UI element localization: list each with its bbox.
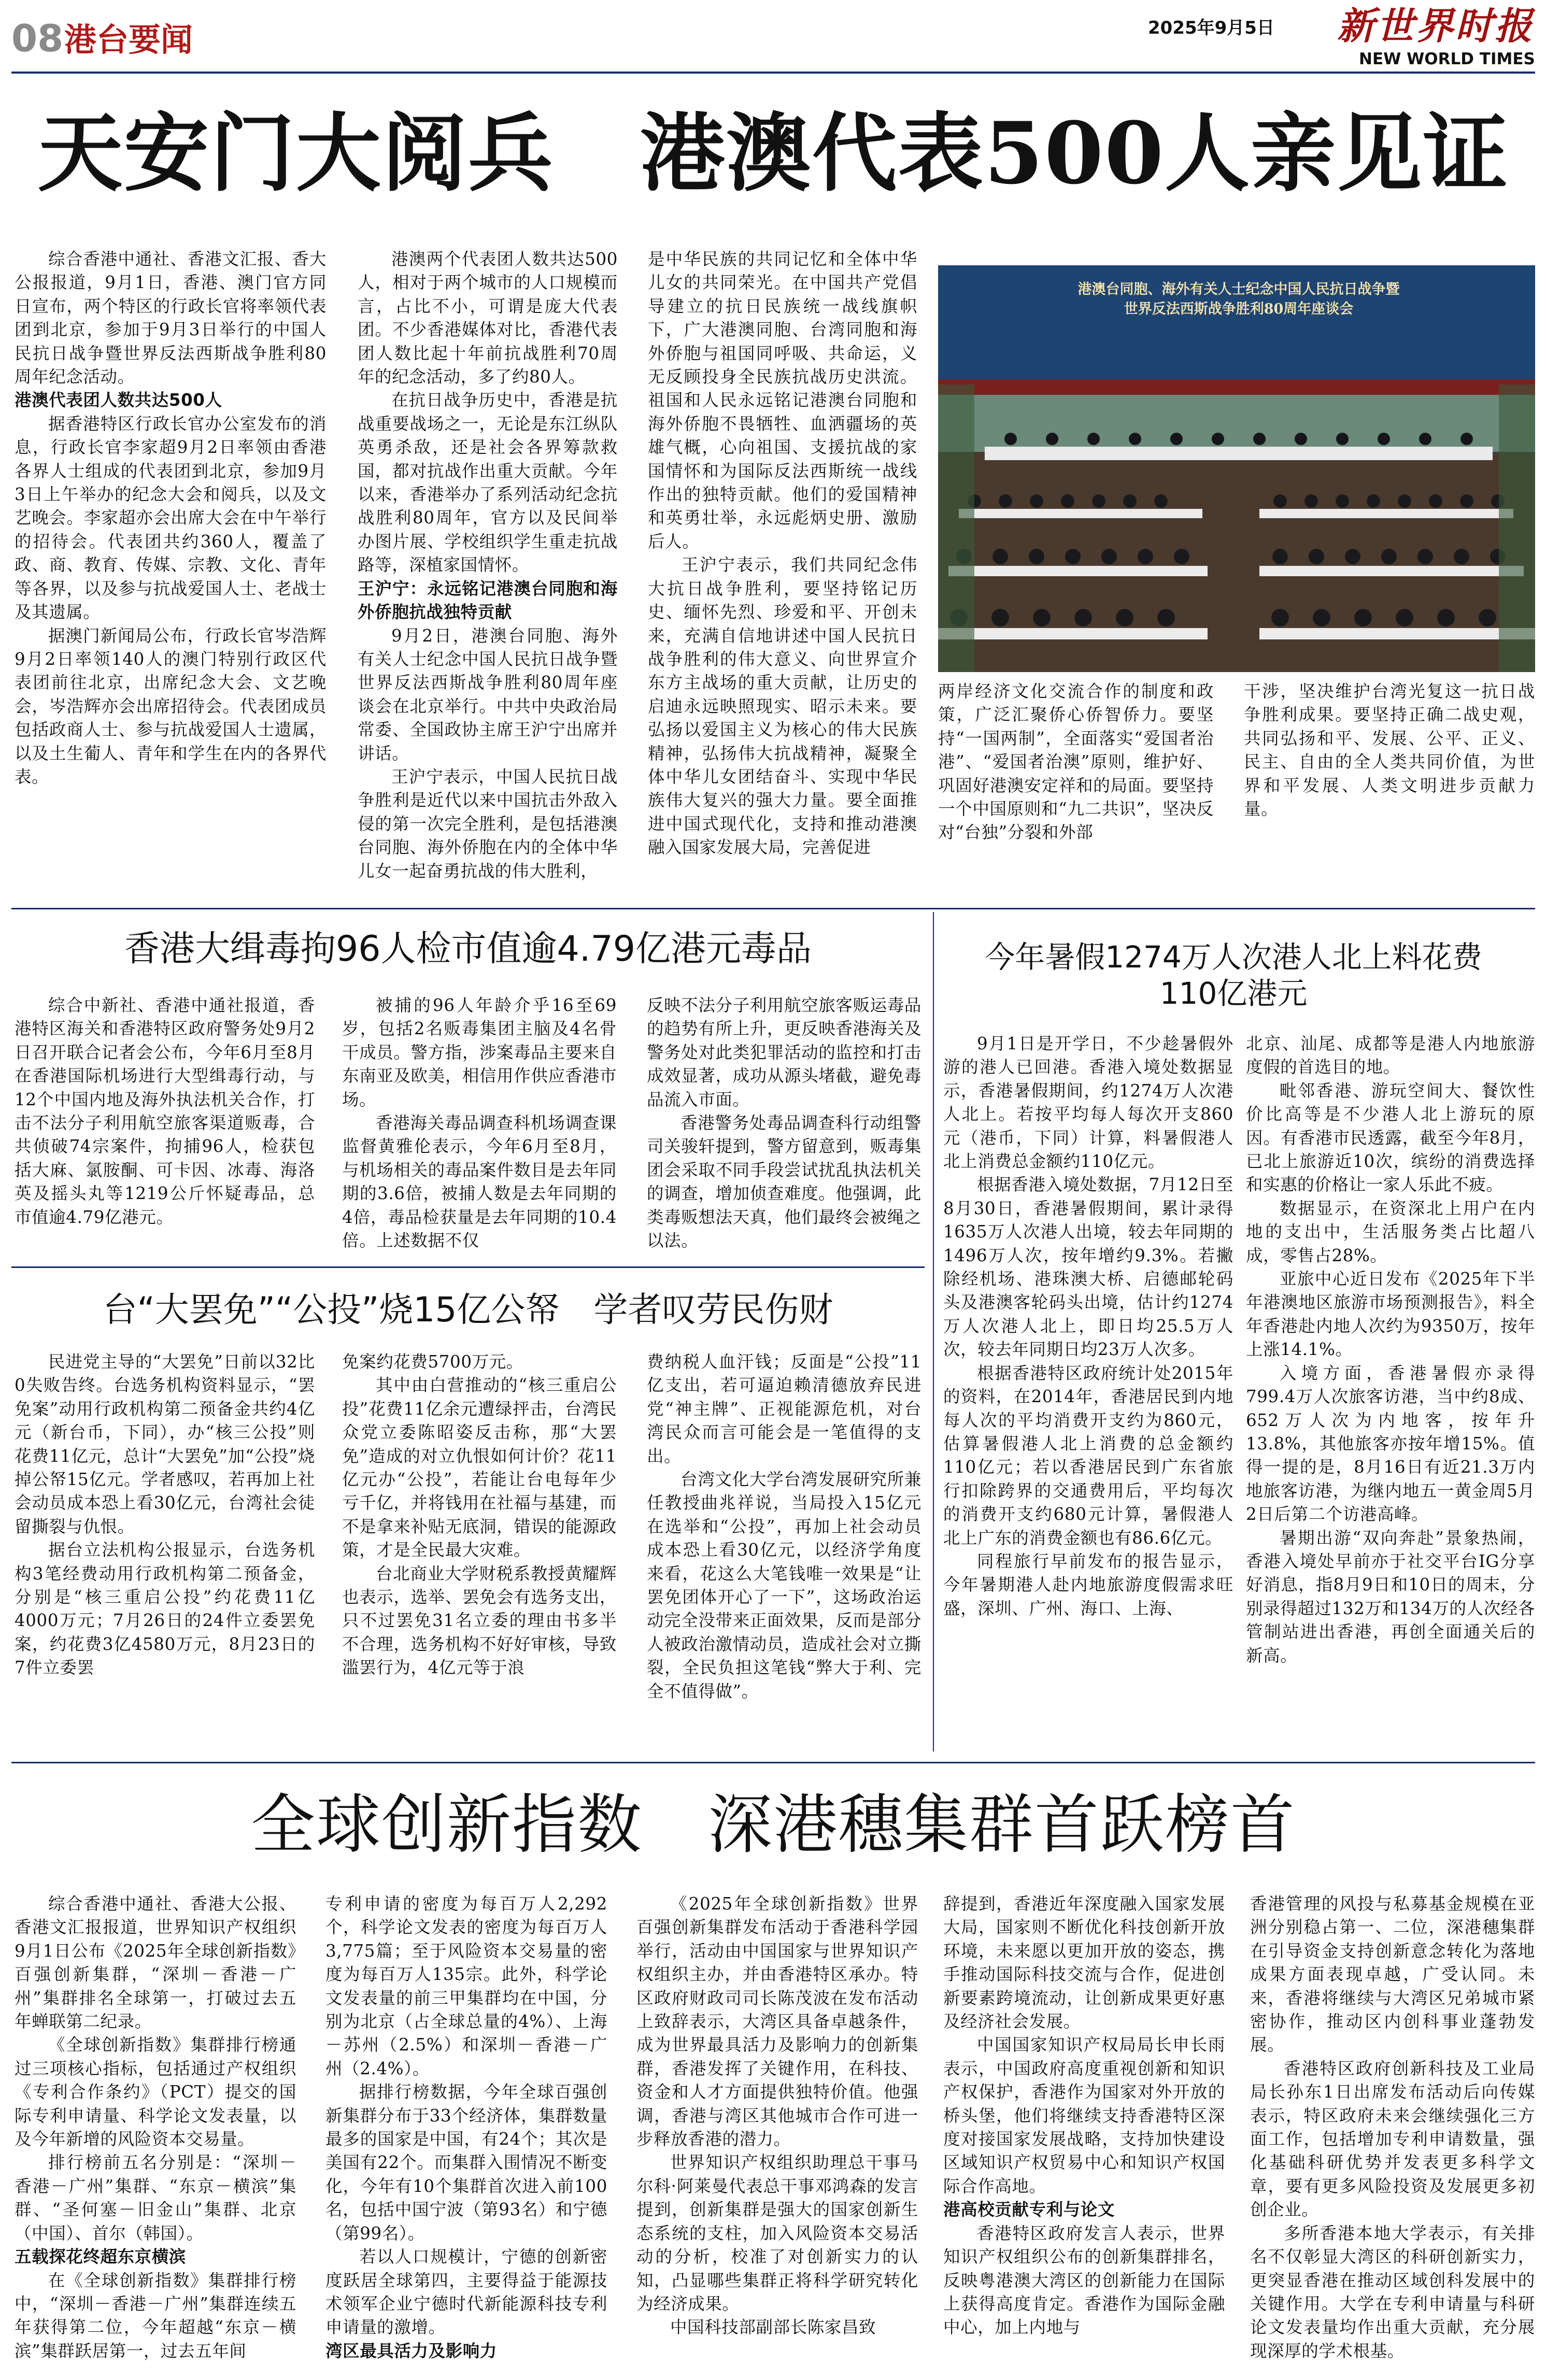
paragraph: 在《全球创新指数》集群排行榜中，“深圳－香港－广州”集群连续五年获得第二位，今年超越“东京－横滨”集群跃居第一，过去五年间 [15,2270,296,2361]
article2-col1 [15,994,315,1284]
paragraph: 9月2日，港澳台同胞、海外有关人士纪念中国人民抗日战争暨世界反法西斯战争胜利80周年座谈会在北京举行。中共中央政治局常委、全国政协主席王沪宁出席并讲话。 [358,625,618,763]
paragraph: 中国科技部副部长陈家昌致 [670,2317,876,2338]
article5-col2 [325,1892,607,2379]
paragraph: 多所香港本地大学表示，有关排名不仅彰显大湾区的科研创新实力，更突显香港在推动区域创科发展中的关键作用。大学在专利申请量与科研论文发表量均作出重大贡献，充分展现深厚的学术根基。 [1250,2223,1535,2361]
conference-photo-illustration [938,265,1535,672]
paragraph: 专利申请的密度为每百万人2,292个，科学论文发表的密度为每百万人3,775篇；至于风险资本交易量的密度为每百万人135宗。此外，科学论文发表量的前三甲集群均在中国，分别为北京（占全球总量的4%）、上海－苏州（2.5%）和深圳－香港－广州（2.4%）。 [325,1894,607,2078]
paragraph: 王沪宁表示，中国人民抗日战争胜利是近代以来中国抗击外敌入侵的第一次完全胜利，是包括港澳台同胞、海外侨胞在内的全体中华儿女一起奋勇抗战的伟大胜利， [358,766,618,881]
article5-col5 [1250,1892,1535,2379]
paragraph: 若以人口规模计，宁德的创新密度跃居全球第四，主要得益于能源技术领军企业宁德时代新能源科技专利申请量的激增。 [325,2247,607,2338]
paragraph: 综合香港中通社、香港大公报、香港文汇报报道，世界知识产权组织9月1日公布《2025年全球创新指数》百强创新集群，“深圳－香港－广州”集群排名全球第一，打破过去五年蝉联第二纪录。 [15,1894,296,2032]
page-number: 08 [11,17,64,60]
paragraph: 世界知识产权组织助理总干事马尔科·阿莱曼代表总干事邓鸿森的发言提到，创新集群是强大的国家创新生态系统的支柱，加入风险资本交易活动的分析，校准了对创新实力的认知，凸显哪些集群正将科学研究转化为经济成果。 [636,2153,918,2314]
article2-headline: 香港大缉毒拘96人检市值逾4.79亿港元毒品 [124,929,812,970]
article4-col2 [1246,1032,1535,1742]
paragraph: 在抗日战争历史中，香港是抗战重要战场之一，无论是东江纵队英勇杀敌，还是社会各界筹款救国，都对抗战作出重大贡献。今年以来，香港举办了系列活动纪念抗战胜利80周年，官方以及民间举办图片展、学校组织学生重走抗战路等，深植家国情怀。 [358,390,618,575]
divider-article1 [11,908,1535,909]
article1-col5 [1244,680,1535,887]
paragraph: 被捕的96人年龄介乎16至69岁，包括2名贩毒集团主脑及4名骨干成员。警方指，涉案毒品主要来自东南亚及欧美，相信用作供应香港市场。 [342,995,617,1109]
paragraph: 亚旅中心近日发布《2025年下半年港澳地区旅游市场预测报告》，料全年香港赴内地人次约为9350万，按年上涨14.1%。 [1246,1269,1535,1360]
paragraph: 综合中新社、香港中通社报道，香港特区海关和香港特区政府警务处9月2日召开联合记者会公布，今年6月至8月在香港国际机场进行大型缉毒行动，与12个中国内地及海外执法机关合作，打击不法分子利用航空旅客渠道贩毒，合共侦破74宗案件，拘捕96人，检获包括大麻、氯胺酮、可卡因、冰毒、海洛英及摇头丸等1219公斤怀疑毒品，总市值逾4.79亿港元。 [15,995,315,1227]
paragraph: 辞提到，香港近年深度融入国家发展大局，国家则不断优化科技创新开放环境，未来愿以更加开放的姿态，携手推动国际科技交流与合作，促进创新要素跨境流动，让创新成果更好惠及经济社会发展。 [943,1894,1225,2032]
divider-article2 [11,1266,925,1268]
article5-headline: 全球创新指数 深港穗集群首跃榜首 [250,1788,1296,1862]
photo-banner-text: 港澳台同胞、海外有关人士纪念中国人民抗日战争暨世界反法西斯战争胜利80周年座谈会 [1077,281,1400,317]
article1-photo [938,265,1535,672]
paragraph: 反映不法分子利用航空旅客贩运毒品的趋势有所上升，更反映香港海关及警务处对此类犯罪活动的监控和打击成效显著，成功从源头堵截，避免毒品流入市面。 [647,995,921,1109]
article3-col2 [342,1350,617,1739]
paragraph: 《全球创新指数》集群排行榜通过三项核心指标，包括通过产权组织《专利合作条约》（PCT）提交的国际专利申请量、科学论文发表量，以及今年新增的风险资本交易量。 [15,2035,296,2149]
paragraph: 根据香港特区政府统计处2015年的资料，在2014年，香港居民到内地每人次的平均消费开支约为860元，估算暑假港人北上消费的总金额约110亿元；若以香港居民到广东省旅行扣除跨界的交通费用后，平均每次的消费开支约680元计算，暑假港人北上广东的消费金额也有86.6亿元。 [943,1363,1233,1548]
paragraph: 香港特区政府创新科技及工业局局长孙东1日出席发布活动后向传媒表示，特区政府未来会继续强化三方面工作，包括增加专利申请数量，强化基础科研优势并发表更多科学文章，要有更多风险投资及发展更多初创企业。 [1250,2058,1535,2220]
paragraph: 9月1日是开学日，不少趁暑假外游的港人已回港。香港入境处数据显示，香港暑假期间，约1274万人次港人北上。若按平均每人每次开支860元（港币，下同）计算，料暑假港人北上消费总金额约110亿元。 [943,1034,1233,1172]
paragraph: 数据显示，在资深北上用户在内地的支出中，生活服务类占比超八成，零售占28%。 [1246,1198,1535,1265]
paragraph: 暑期出游“双向奔赴”景象热闹，香港入境处早前亦于社交平台IG分享好消息，指8月9日和10日的周末，分别录得超过132万和134万的人次经各管制站进出香港，再创全面通关后的新高。 [1246,1528,1535,1665]
subheading: 王沪宁：永远铭记港澳台同胞和海外侨胞抗战独特贡献 [358,578,618,622]
subheading: 港高校贡献专利与论文 [943,2200,1115,2220]
article1-col4 [938,680,1214,887]
paragraph: 香港警务处毒品调查科行动组警司关骏轩提到，警方留意到，贩毒集团会采取不同手段尝试扰乱执法机关的调查，增加侦查难度。他强调，此类毒贩想法天真，他们最终会被绳之以法。 [647,1113,921,1251]
article5-col1 [15,1892,296,2379]
paper-name-en: NEW WORLD TIMES [1359,50,1535,68]
article5-col3 [636,1892,918,2379]
paragraph: 民进党主导的“大罢免”日前以32比0失败告终。台选务机构资料显示，“罢免案”动用行政机构第二预备金共约4亿元（新台币，下同），办“核三公投”则花费11亿元，总计“大罢免”加“公投”烧掉公帑15亿元。学者感叹，若再加上社会动员成本恐上看30亿元，台湾社会徒留撕裂与仇恨。 [15,1352,315,1536]
paragraph: 同程旅行早前发布的报告显示，今年暑期港人赴内地旅游度假需求旺盛，深圳、广州、海口、上海、 [943,1551,1233,1618]
paragraph: 根据香港入境处数据，7月12日至8月30日，香港暑假期间，累计录得1635万人次港人出境，较去年同期的1496万人次，按年增约9.3%。若撇除经机场、港珠澳大桥、启德邮轮码头及港澳客轮码头出境，估计约1274万人次港人北上，即日均25.5万人次，较去年同期日均23万人次多。 [943,1175,1233,1360]
paragraph: 据澳门新闻局公布，行政长官岑浩辉9月2日率领140人的澳门特别行政区代表团前往北京，出席纪念大会、文艺晚会，岑浩辉亦会出席招待会。代表团成员包括政商人士、参与抗战爱国人士遗属，以及土生葡人、青年和学生在内的各界代表。 [15,625,327,787]
paragraph: 毗邻香港、游玩空间大、餐饮性价比高等是不少港人北上游玩的原因。有香港市民透露，截至今年8月，已北上旅游近10次，缤纷的消费选择和实惠的价格让一家人乐此不疲。 [1246,1080,1535,1195]
paragraph: 综合香港中通社、香港文汇报、香大公报报道，9月1日，香港、澳门官方同日宣布，两个特区的行政长官将率领代表团到北京，参加于9月3日举行的中国人民抗日战争暨世界反法西斯战争胜利80周年纪念活动。 [15,249,327,387]
subheading: 五载探花终超东京横滨 [15,2247,187,2267]
article3-headline: 台“大罢免”“公投”烧15亿公帑 学者叹劳民伤财 [103,1290,833,1330]
paragraph: 排行榜前五名分别是：“深圳－香港－广州”集群、“东京－横滨”集群、“圣何塞－旧金山”集群、北京（中国）、首尔（韩国）。 [15,2153,296,2243]
article4-headline: 今年暑假1274万人次港人北上料花费110亿港元 [985,939,1482,1011]
article1-col2 [358,248,618,895]
section-title: 港台要闻 [64,21,193,59]
paragraph: 是中华民族的共同记忆和全体中华儿女的共同荣光。在中国共产党倡导建立的抗日民族统一战线旗帜下，广大港澳同胞、台湾同胞和海外侨胞与祖国同呼吸、共命运，义无反顾投身全民族抗战历史洪流。祖国和人民永远铭记港澳台同胞和海外侨胞不畏牺牲、血洒疆场的英雄气概，心向祖国、支援抗战的家国情怀和为国际反法西斯统一战线作出的独特贡献。他们的爱国精神和英勇壮举，永远彪炳史册、激励后人。 [648,249,917,551]
article3-col3 [647,1350,921,1739]
article2-col3 [647,994,921,1284]
divider-vertical [933,912,934,1751]
subheading: 湾区最具活力及影响力 [325,2341,498,2361]
paragraph: 《2025年全球创新指数》世界百强创新集群发布活动于香港科学园举行，活动由中国国家与世界知识产权组织主办，并由香港特区承办。特区政府财政司司长陈茂波在发布活动上致辞表示，大湾区具备卓越条件，成为世界最具活力及影响力的创新集群，香港发挥了关键作用，在科技、资金和人才方面提供独特价值。他强调，香港与湾区其他城市合作可进一步释放香港的潜力。 [636,1894,918,2149]
article1-col1 [15,248,327,895]
article1-headline: 天安门大阅兵 港澳代表500人亲见证 [37,103,1509,203]
paragraph: 两岸经济文化交流合作的制度和政策，广泛汇聚侨心侨智侨力。要坚持“一国两制”，全面落实“爱国者治港”、“爱国者治澳”原则，维护好、巩固好港澳安定祥和的局面。要坚持一个中国原则和“九二共识”，坚决反对“台独”分裂和外部 [938,681,1214,843]
paper-name-cn: 新世界时报 [1337,4,1535,48]
paragraph: 费纳税人血汗钱；反面是“公投”11亿支出，若可逼迫赖清德放弃民进党“神主牌”、正视能源危机，对台湾民众而言可能会是一笔值得的支出。 [647,1352,921,1466]
paragraph: 王沪宁表示，我们共同纪念伟大抗日战争胜利，要坚持铭记历史、缅怀先烈、珍爱和平、开创未来，充满自信地讲述中国人民抗日战争胜利的伟大意义、向世界宣介东方主战场的重大贡献，让历史的启迪永远映照现实、昭示未来。要弘扬以爱国主义为核心的伟大民族精神，弘扬伟大抗战精神，凝聚全体中华儿女团结奋斗、实现中华民族伟大复兴的强大力量。要全面推进中国式现代化，支持和推动港澳融入国家发展大局，完善促进 [648,555,917,858]
paragraph: 据排行榜数据，今年全球百强创新集群分布于33个经济体，集群数量最多的国家是中国，有24个；其次是美国有22个。而集群入围情况不断变化，今年有10个集群首次进入前100名，包括中国宁波（第93名）和宁德（第99名）。 [325,2082,607,2243]
paragraph: 入境方面，香港暑假亦录得799.4万人次旅客访港，当中约8成、652万人次为内地客，按年升13.8%，其他旅客亦按年增15%。值得一提的是，8月16日有近21.3万内地旅客访港，为继内地五一黄金周5月2日后第二个访港高峰。 [1246,1363,1535,1524]
article5-col4 [943,1892,1225,2379]
paragraph: 香港管理的风投与私募基金规模在亚洲分别稳占第一、二位，深港穗集群在引导资金支持创新意念转化为落地成果方面表现卓越，广受认同。未来，香港将继续与大湾区兄弟城市紧密协作，推动区内创科事业蓬勃发展。 [1250,1894,1535,2055]
paragraph: 其中由白营推动的“核三重启公投”花费11亿余元遭绿抨击，台湾民众党立委陈昭姿反击称，那“大罢免”造成的对立仇恨如何计价？花11亿元办“公投”，若能让台电每年少亏千亿，并将钱用在社福与基建，而不是拿来补贴无底洞，错误的能源政策，才是全民最大灾难。 [342,1375,617,1560]
subheading: 港澳代表团人数共达500人 [15,390,222,410]
paragraph: 港澳两个代表团人数共达500人，相对于两个城市的人口规模而言，占比不小，可谓是庞大代表团。不少香港媒体对比，香港代表团人数比起十年前抗战胜利70周年的纪念活动，多了约80人。 [358,249,618,387]
article2-col2 [342,994,617,1284]
issue-date: 2025年9月5日 [1148,18,1274,38]
paragraph: 中国国家知识产权局局长申长雨表示，中国政府高度重视创新和知识产权保护，香港作为国家对外开放的桥头堡，他们将继续支持香港特区深度对接国家发展战略，支持加快建设区域知识产权贸易中心和知识产权国际合作高地。 [943,2035,1225,2196]
masthead-rule [11,72,1535,74]
article1-col3 [648,248,917,895]
article4-col1 [943,1032,1233,1742]
paragraph: 免案约花费5700万元。 [342,1352,523,1372]
paragraph: 台北商业大学财税系教授黄耀辉也表示，选举、罢免会有选务支出，只不过罢免31名立委的理由书多半不合理，选务机构不好好审核，导致滥罢行为，4亿元等于浪 [342,1563,617,1678]
paragraph: 北京、汕尾、成都等是港人内地旅游度假的首选目的地。 [1246,1034,1535,1077]
paragraph: 据香港特区行政长官办公室发布的消息，行政长官李家超9月2日率领由香港各界人士组成的代表团到北京，参加9月3日上午举办的纪念大会和阅兵，以及文艺晚会。李家超亦会出席大会在中午举行的招待会。代表团共约360人，覆盖了政、商、教育、传媒、宗教、文化、青年等各界，以及参与抗战爱国人士、老战士及其遗属。 [15,414,327,622]
paragraph: 干涉，坚决维护台湾光复这一抗日战争胜利成果。要坚持正确二战史观，共同弘扬和平、发展、公平、正义、民主、自由的全人类共同价值，为世界和平发展、人类文明进步贡献力量。 [1244,681,1535,819]
paragraph: 香港海关毒品调查科机场调查课监督黄雅伦表示，今年6月至8月，与机场相关的毒品案件数目是去年同期的3.6倍，被捕人数是去年同期的4倍，毒品检获量是去年同期的10.4倍。上述数据不仅 [342,1113,617,1251]
article3-col1 [15,1350,315,1739]
paragraph: 香港特区政府发言人表示，世界知识产权组织公布的创新集群排名，反映粤港澳大湾区的创新能力在国际上获得高度肯定。香港作为国际金融中心，加上内地与 [943,2223,1225,2338]
paragraph: 据台立法机构公报显示，台选务机构3笔经费动用行政机构第二预备金，分别是“核三重启公投”约花费11亿4000万元；7月26日的24件立委罢免案，约花费3亿4580万元，8月23日的7件立委罢 [15,1540,315,1678]
paragraph: 台湾文化大学台湾发展研究所兼任教授曲兆祥说，当局投入15亿元在选举和“公投”，再加上社会动员成本恐上看30亿元，以经济学角度来看，花这么大笔钱唯一效果是“让罢免团体开心了一下”，这场政治运动完全没带来正面效果，反而是部分人被政治激情动员，造成社会对立撕裂，全民负担这笔钱“弊大于利、完全不值得做”。 [647,1470,921,1701]
divider-article4 [11,1762,1535,1763]
